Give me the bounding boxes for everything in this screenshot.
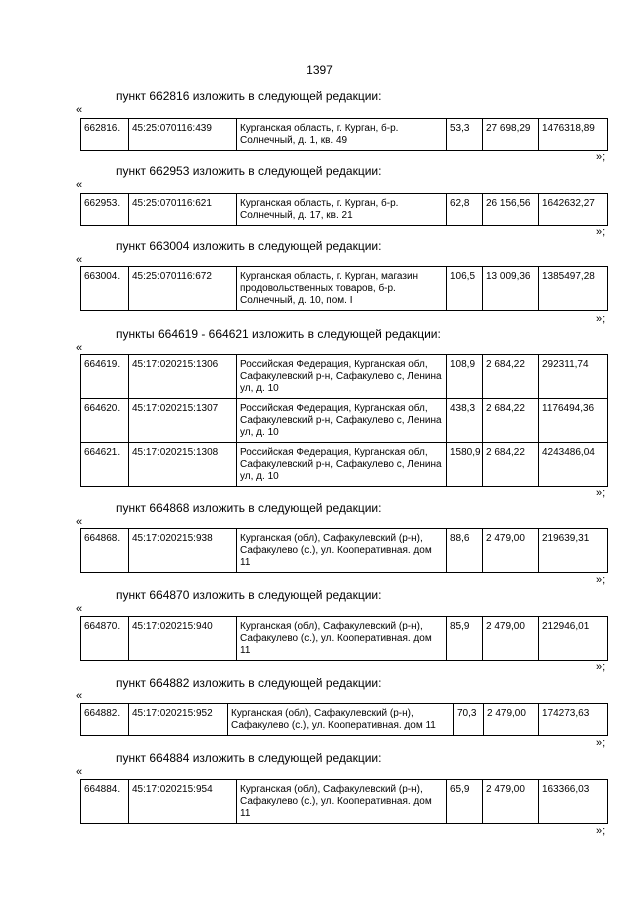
close-quote: »; <box>596 487 606 499</box>
open-quote: « <box>76 766 83 778</box>
address: Российская Федерация, Курганская обл, Сафакулевский р-н, Сафакулево с, Ленина ул, д. 10 <box>237 355 447 399</box>
rate: 2 479,00 <box>483 617 539 661</box>
section-heading: пункты 664619 - 664621 изложить в следующей редакции: <box>116 327 441 341</box>
row-number: 664868. <box>81 529 129 573</box>
close-quote: »; <box>596 737 606 749</box>
close-quote: »; <box>596 825 606 837</box>
amendment-table <box>80 779 608 824</box>
amendment-table <box>80 118 608 151</box>
address: Курганская область, г. Курган, б-р. Солнечный, д. 17, кв. 21 <box>237 194 447 226</box>
section-heading: пункт 664882 изложить в следующей редакции: <box>116 676 382 690</box>
open-quote: « <box>76 254 83 266</box>
area: 70,3 <box>454 704 484 736</box>
close-quote: »; <box>596 661 606 673</box>
cadastral-number: 45:17:020215:1306 <box>129 355 237 399</box>
table-row <box>81 194 608 226</box>
row-number: 664870. <box>81 617 129 661</box>
address: Российская Федерация, Курганская обл, Сафакулевский р-н, Сафакулево с, Ленина ул, д. 10 <box>237 443 447 487</box>
cadastral-number: 45:25:070116:621 <box>129 194 237 226</box>
area: 108,9 <box>447 355 483 399</box>
rate: 13 009,36 <box>483 267 539 311</box>
address: Курганская (обл), Сафакулевский (р-н), Сафакулево (с.), ул. Кооперативная. дом 11 <box>237 780 447 824</box>
amendment-table <box>80 193 608 226</box>
open-quote: « <box>76 179 83 191</box>
rate: 2 684,22 <box>483 443 539 487</box>
table-row <box>81 529 608 573</box>
open-quote: « <box>76 603 83 615</box>
amendment-table <box>80 528 608 573</box>
row-number: 662953. <box>81 194 129 226</box>
cadastral-value: 163366,03 <box>539 780 608 824</box>
cadastral-number: 45:17:020215:1308 <box>129 443 237 487</box>
rate: 2 479,00 <box>483 529 539 573</box>
table-row <box>81 399 608 443</box>
amendment-table <box>80 354 608 487</box>
rate: 2 479,00 <box>484 704 539 736</box>
amendment-table <box>80 266 608 311</box>
open-quote: « <box>76 342 83 354</box>
page-number: 1397 <box>306 63 333 77</box>
row-number: 664882. <box>81 704 129 736</box>
cadastral-value: 212946,01 <box>539 617 608 661</box>
row-number: 664620. <box>81 399 129 443</box>
section-heading: пункт 664884 изложить в следующей редакции: <box>116 751 382 765</box>
rate: 26 156,56 <box>483 194 539 226</box>
open-quote: « <box>76 690 83 702</box>
close-quote: »; <box>596 226 606 238</box>
cadastral-value: 219639,31 <box>539 529 608 573</box>
rate: 2 684,22 <box>483 355 539 399</box>
area: 438,3 <box>447 399 483 443</box>
row-number: 664619. <box>81 355 129 399</box>
address: Курганская (обл), Сафакулевский (р-н), Сафакулево (с.), ул. Кооперативная. дом 11 <box>228 704 454 736</box>
address: Курганская область, г. Курган, магазин продовольственных товаров, б-р. Солнечный, д. 10, пом. I <box>237 267 447 311</box>
section-heading: пункт 662816 изложить в следующей редакции: <box>116 89 382 103</box>
section-heading: пункт 664870 изложить в следующей редакции: <box>116 588 382 602</box>
rate: 2 684,22 <box>483 399 539 443</box>
address: Курганская (обл), Сафакулевский (р-н), Сафакулево (с.), ул. Кооперативная. дом 11 <box>237 529 447 573</box>
open-quote: « <box>76 104 83 116</box>
section-heading: пункт 662953 изложить в следующей редакции: <box>116 164 382 178</box>
rate: 2 479,00 <box>483 780 539 824</box>
cadastral-number: 45:17:020215:938 <box>129 529 237 573</box>
area: 106,5 <box>447 267 483 311</box>
cadastral-number: 45:17:020215:954 <box>129 780 237 824</box>
cadastral-value: 174273,63 <box>539 704 608 736</box>
cadastral-value: 1476318,89 <box>539 119 608 151</box>
table-row <box>81 267 608 311</box>
amendment-table <box>80 703 608 736</box>
cadastral-value: 1385497,28 <box>539 267 608 311</box>
address: Курганская (обл), Сафакулевский (р-н), Сафакулево (с.), ул. Кооперативная. дом 11 <box>237 617 447 661</box>
area: 85,9 <box>447 617 483 661</box>
close-quote: »; <box>596 151 606 163</box>
area: 65,9 <box>447 780 483 824</box>
area: 88,6 <box>447 529 483 573</box>
cadastral-value: 1176494,36 <box>539 399 608 443</box>
area: 53,3 <box>447 119 483 151</box>
cadastral-value: 292311,74 <box>539 355 608 399</box>
row-number: 662816. <box>81 119 129 151</box>
row-number: 664621. <box>81 443 129 487</box>
address: Курганская область, г. Курган, б-р. Солнечный, д. 1, кв. 49 <box>237 119 447 151</box>
row-number: 663004. <box>81 267 129 311</box>
table-row <box>81 443 608 487</box>
row-number: 664884. <box>81 780 129 824</box>
section-heading: пункт 663004 изложить в следующей редакции: <box>116 239 382 253</box>
cadastral-number: 45:17:020215:940 <box>129 617 237 661</box>
cadastral-value: 4243486,04 <box>539 443 608 487</box>
table-row <box>81 780 608 824</box>
close-quote: »; <box>596 574 606 586</box>
address: Российская Федерация, Курганская обл, Сафакулевский р-н, Сафакулево с, Ленина ул, д. 10 <box>237 399 447 443</box>
section-heading: пункт 664868 изложить в следующей редакции: <box>116 501 382 515</box>
amendment-table <box>80 616 608 661</box>
cadastral-number: 45:25:070116:672 <box>129 267 237 311</box>
table-row <box>81 704 608 736</box>
area: 1580,9 <box>447 443 483 487</box>
cadastral-number: 45:17:020215:1307 <box>129 399 237 443</box>
rate: 27 698,29 <box>483 119 539 151</box>
cadastral-number: 45:17:020215:952 <box>129 704 228 736</box>
area: 62,8 <box>447 194 483 226</box>
cadastral-value: 1642632,27 <box>539 194 608 226</box>
table-row <box>81 355 608 399</box>
table-row <box>81 119 608 151</box>
open-quote: « <box>76 516 83 528</box>
cadastral-number: 45:25:070116:439 <box>129 119 237 151</box>
table-row <box>81 617 608 661</box>
close-quote: »; <box>596 313 606 325</box>
